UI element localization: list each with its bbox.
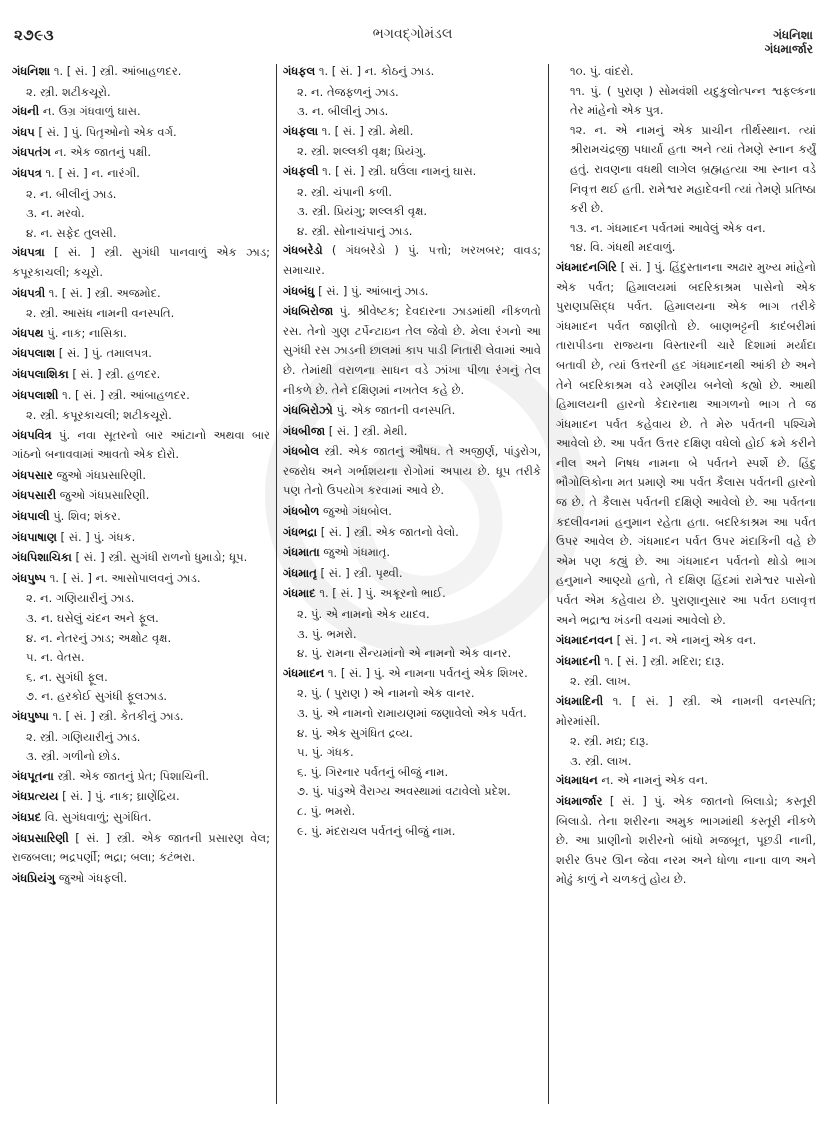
dictionary-entry bbox=[283, 302, 541, 400]
headword: ગંધપાલી bbox=[12, 509, 50, 524]
headword: ગંધપ્રસારિણી bbox=[12, 830, 69, 845]
headword: ગંધપતંગ bbox=[12, 145, 51, 160]
definition: પું. શિવ; શંકર. bbox=[53, 509, 121, 524]
sub-sense: ૨. સ્ત્રી. શટીકચૂરો. bbox=[26, 84, 111, 99]
dictionary-entry bbox=[283, 241, 541, 280]
dictionary-entry bbox=[12, 507, 270, 527]
sub-sense: ૨. ન. બીલીનું ઝાડ. bbox=[26, 186, 117, 201]
headword: ગંધની bbox=[12, 104, 40, 119]
dictionary-entry bbox=[556, 792, 816, 890]
sub-sense: ૩. સ્ત્રી. પ્રિયંગુ; શલ્લકી વૃક્ષ. bbox=[297, 204, 428, 219]
headword: ગંધમાદ bbox=[283, 586, 316, 601]
dictionary-entry bbox=[283, 442, 541, 501]
headword: ગંધપત્રી bbox=[12, 285, 46, 300]
guide-word-first: ગંધનિશા bbox=[773, 28, 813, 42]
sub-sense: ૩. સ્ત્રી. ગળીનો છોડ. bbox=[26, 749, 121, 764]
dictionary-entry bbox=[12, 143, 270, 163]
definition: ન. એ નામનું એક વન. bbox=[601, 773, 709, 788]
sub-sense: ૧૦. પું. વાંદરો. bbox=[570, 64, 634, 78]
dictionary-entry bbox=[556, 771, 816, 791]
headword: ગંધપસારી bbox=[12, 488, 57, 503]
dictionary-entry bbox=[12, 365, 270, 385]
dictionary-entry bbox=[283, 584, 541, 604]
headword: ગંધબંધુ bbox=[283, 283, 315, 298]
headword: ગંધપલાશ bbox=[12, 346, 56, 361]
headword: ગંધમાદની bbox=[556, 653, 601, 668]
headword: ગંધપત્રા bbox=[12, 245, 45, 260]
definition: ૧. [ સં. ] સ્ત્રી. આંબાહળદર. bbox=[62, 387, 190, 402]
dictionary-entry bbox=[12, 386, 270, 406]
definition: [ સં. ] સ્ત્રી. સુગંધી પાનવાળું એક ઝાડ; કપૂરકાચલી; કચૂરો. bbox=[12, 245, 271, 279]
sub-sense: ૩. ન. ઘસેલું ચંદન અને ફૂલ. bbox=[26, 611, 159, 626]
headword: ગંધમાર્જાર bbox=[556, 793, 603, 808]
headword: ગંધપસાર bbox=[12, 467, 53, 482]
definition: [ સં. ] સ્ત્રી. સુગંધી રાળનો ધુમાડો; ધૂપ. bbox=[75, 550, 248, 565]
definition: [ સં. ] સ્ત્રી. એક જાતની પ્રસારણ વેલ; રાજબલા; ભદ્રપર્ણી; ભદ્રા; બલા; કટંભરા. bbox=[12, 830, 271, 865]
headword: ગંધપાષાણ bbox=[12, 529, 57, 544]
sub-sense: ૩. પું. ભમરો. bbox=[297, 626, 357, 641]
sub-sense: ૪. પું. એક સુગંધિત દ્રવ્ય. bbox=[297, 725, 413, 740]
sub-sense: ૨. સ્ત્રી. કપૂરકાચલી; શટીકચૂરો. bbox=[26, 408, 172, 423]
dictionary-entry bbox=[283, 422, 541, 442]
dictionary-entry bbox=[556, 258, 816, 630]
headword: ગંધભદ્રા bbox=[283, 524, 318, 539]
dictionary-entry bbox=[283, 62, 541, 82]
headword: ગંધફલા bbox=[283, 123, 319, 138]
guide-word-last: ગંધમાર્જાર bbox=[764, 42, 813, 56]
sub-sense: ૩. સ્ત્રી. લાખ. bbox=[570, 753, 632, 768]
dictionary-entry bbox=[12, 324, 270, 344]
definition: ૧. [ સં. ] સ્ત્રી. એ નામની વનસ્પતિ; મોરમાંસી. bbox=[556, 694, 817, 728]
definition: જુઓ ગંધપ્રસારિણી. bbox=[59, 488, 150, 503]
definition: જુઓ ગંધપ્રસારિણી. bbox=[56, 467, 147, 482]
dictionary-entry bbox=[556, 692, 816, 731]
dictionary-entry bbox=[12, 466, 270, 486]
sub-sense: ૮. પું. ભમરો. bbox=[297, 803, 356, 818]
definition: [ સં. ] સ્ત્રી. હળદર. bbox=[72, 366, 161, 381]
definition: સ્ત્રી. એક જાતનું પ્રેત; પિશાચિની. bbox=[57, 768, 210, 783]
dictionary-entry bbox=[283, 523, 541, 543]
dictionary-entry bbox=[283, 122, 541, 142]
dictionary-entry bbox=[12, 243, 270, 282]
definition: ૧. [ સં. ] ન. આસોપાલવનું ઝાડ. bbox=[49, 570, 201, 585]
dictionary-entry bbox=[12, 62, 270, 82]
definition: [ સં. ] સ્ત્રી. એક જાતનો વેલો. bbox=[320, 524, 459, 539]
dictionary-entry bbox=[12, 426, 270, 465]
definition: પું. નાક; નાસિકા. bbox=[47, 325, 127, 340]
headword: ગંધમાદિની bbox=[556, 694, 604, 708]
dictionary-entry bbox=[12, 808, 270, 828]
sub-sense: ૪. ન. સફેદ તુલસી. bbox=[26, 225, 117, 240]
sub-sense: ૧૧. પું. ( પુરાણ ) સોમવંશી યદુકુલોત્પન્ન શ્વફલ્કના તેર માંહેનો એક પુત્ર. bbox=[570, 83, 816, 118]
running-title: ભગવદ્ગોમંડલ bbox=[372, 26, 453, 42]
definition: ( ગંધબરેડો ) પું. પત્તો; ખરખબર; વાવડ; સમાચાર. bbox=[283, 243, 542, 277]
page-header bbox=[0, 22, 825, 62]
dictionary-entry bbox=[12, 767, 270, 787]
headword: ગંધબોળ bbox=[283, 504, 320, 519]
sub-sense: ૩. ન. બીલીનું ઝાડ. bbox=[297, 104, 389, 119]
headword: ગંધફલ bbox=[283, 64, 316, 78]
dictionary-entry bbox=[283, 502, 541, 522]
headword: ગંધબરેડો bbox=[283, 243, 323, 258]
dictionary-entry bbox=[283, 282, 541, 302]
definition: ન. ઉગ્ર ગંધવાળું ઘાસ. bbox=[42, 104, 141, 119]
headword: ગંધપૂતના bbox=[12, 768, 54, 783]
definition: [ સં. ] સ્ત્રી. પૃથ્વી. bbox=[320, 565, 403, 580]
dictionary-entry bbox=[12, 569, 270, 589]
sub-sense: ૧૨. ન. એ નામનું એક પ્રાચીન તીર્થસ્થાન. ત્યાં શ્રીરામચંદ્રજી પધાર્યા હતા અને ત્યાં તેમણે સ્નાન કર્યું હતું. રાવણના વધથી લાગેલ બ્રહ્મહત્યા આ સ્નાન વડે નિવૃત્ત થઈ હતી. રામેશ્વર મહાદેવની ત્યાં તેમણે પ્રતિષ્ઠા કરી છે. bbox=[570, 122, 816, 216]
sub-sense: ૨. સ્ત્રી. મદ્ય; દારૂ. bbox=[570, 734, 649, 749]
headword: ગંધબીજા bbox=[283, 423, 326, 438]
sub-sense: ૨. સ્ત્રી. ચંપાની કળી. bbox=[297, 184, 393, 199]
column-middle bbox=[283, 62, 541, 1107]
headword: ગંધમાદનગિરિ bbox=[556, 259, 617, 274]
dictionary-entry bbox=[283, 564, 541, 584]
definition: પું. શ્રીવેષ્ટક; દેવદારના ઝાડમાંથી નીકળતો રસ. તેનો ગુણ ટર્પેન્ટાઇન તેલ જેવો છે. મેલા રંગનો આ સુગંધી રસ ઝાડની છાલમાં કાપ પાડી નિતારી લેવામાં આવે છે. તેમાંથી વરાળના સાધન વડે ઝાંખા પીળા રંગનું તેલ નીકળે છે. તેને દક્ષિણમાં નખતેલ કહે છે. bbox=[283, 304, 541, 397]
column-right bbox=[556, 62, 816, 1107]
sub-sense: ૫. ન. વેતસ. bbox=[26, 650, 85, 665]
sub-sense: ૪. ન. નેતરનું ઝાડ; અક્ષોટ વૃક્ષ. bbox=[26, 630, 172, 645]
headword: ગંધપિશાચિકા bbox=[12, 550, 72, 565]
headword: ગંધફલી bbox=[283, 163, 319, 178]
headword: ગંધપુષ્પ bbox=[12, 570, 47, 585]
sub-sense: ૨. સ્ત્રી. આસંધ નામની વનસ્પતિ. bbox=[26, 306, 175, 321]
sub-sense: ૭. ન. હરકોઈ સુગંધી ફૂલઝાડ. bbox=[26, 689, 168, 704]
definition: [ સં. ] સ્ત્રી. મેથી. bbox=[328, 423, 408, 438]
definition: સ્ત્રી. એક જાતનું ઔષધ. તે અજીર્ણ, પાંડુરોગ, રજરોધ અને ગર્ભાશયના રોગોમાં અપાય છે. ધૂપ તરીકે પણ તેનો ઉપયોગ કરવામાં આવે છે. bbox=[283, 444, 541, 498]
dictionary-entry bbox=[283, 162, 541, 182]
definition: [ સં. ] પું. એક જાતનો બિલાડો; કસ્તૂરી બિલાડો. તેના શરીરના અમુક ભાગમાંથી કસ્તૂરી નીકળે છે. આ પ્રાણીનો શરીરનો બાંધો મજબૂત, પૂછડી નાની, શરીર ઉપર ઊન જેવા નરમ અને ધોળા નાના વાળ અને મોઢું કાળું ને ચળકતું હોય છે. bbox=[556, 793, 817, 887]
dictionary-entry bbox=[283, 543, 541, 563]
sub-sense: ૨. ન. ગણિયારીનું ઝાડ. bbox=[26, 591, 135, 606]
dictionary-entry bbox=[12, 164, 270, 184]
sub-sense: ૨. સ્ત્રી. શલ્લકી વૃક્ષ; પ્રિયંગુ. bbox=[297, 144, 427, 159]
headword: ગંધબિરોજા bbox=[283, 304, 334, 319]
dictionary-entry bbox=[556, 652, 816, 672]
sub-sense: ૬. ન. સુગંધી ફૂલ. bbox=[26, 669, 108, 684]
definition: [ સં. ] પું. ગંધક. bbox=[60, 529, 136, 544]
dictionary-entry bbox=[12, 344, 270, 364]
definition: [ સં. ] પું. પિતૃઓનો એક વર્ગ. bbox=[38, 124, 177, 139]
headword: ગંધપલાશિકા bbox=[12, 366, 69, 381]
definition: જુઓ ગંધમાતૃ. bbox=[323, 545, 391, 560]
guide-words bbox=[765, 28, 813, 56]
column-left bbox=[12, 62, 270, 1107]
definition: [ સં. ] ન. એ નામનું એક વન. bbox=[616, 633, 757, 648]
headword: ગંધપ bbox=[12, 124, 35, 139]
sub-sense: ૨. સ્ત્રી. લાખ. bbox=[570, 674, 631, 689]
headword: ગંધપથ bbox=[12, 325, 44, 340]
sub-sense: ૨. સ્ત્રી. ગણિયારીનું ઝાડ. bbox=[26, 729, 141, 744]
definition: જુઓ ગંધબોલ. bbox=[323, 504, 392, 519]
headword: ગંધપત્ર bbox=[12, 165, 42, 180]
definition: ૧. [ સં. ] ન. નારંગી. bbox=[45, 165, 140, 180]
definition: ૧. [ સં. ] સ્ત્રી. મદિરા; દારૂ. bbox=[604, 653, 725, 668]
definition: ન. એક જાતનું પક્ષી. bbox=[54, 145, 152, 160]
dictionary-entry bbox=[12, 548, 270, 568]
headword: ગંધપલાશી bbox=[12, 387, 59, 402]
sub-sense: ૨. ન. તેજફળનું ઝાડ. bbox=[297, 84, 399, 99]
sub-sense: ૨. પું. ( પુરાણ ) એ નામનો એક વાનર. bbox=[297, 686, 475, 701]
sub-sense: ૨. પું. એ નામનો એક યાદવ. bbox=[297, 607, 430, 622]
headword: ગંધનિશા bbox=[12, 64, 51, 78]
dictionary-entry bbox=[283, 664, 541, 684]
headword: ગંધબોલ bbox=[283, 444, 320, 459]
page-number: ૨૭૯૩ bbox=[14, 26, 55, 44]
dictionary-entry bbox=[12, 528, 270, 548]
headword: ગંધપ્રિયંગુ bbox=[12, 870, 56, 885]
sub-sense: ૯. પું. મંદરાચલ પર્વતનું બીજું નામ. bbox=[297, 823, 456, 838]
definition: વિ. સુગંધવાળું; સુગંધિત. bbox=[44, 809, 152, 824]
dictionary-entry bbox=[556, 631, 816, 651]
headword: ગંધમાદનવન bbox=[556, 633, 613, 648]
definition: ૧. [ સં. ] ન. કોઠનું ઝાડ. bbox=[318, 64, 435, 78]
definition: ૧. [ સં. ] સ્ત્રી. મેથી. bbox=[321, 123, 414, 138]
sub-sense: ૭. પું. પાંડુએ વૈરાગ્ય અવસ્થામાં વટાવેલો પ્રદેશ. bbox=[297, 784, 511, 799]
sub-sense: ૪. પું. રામના સૈન્યમાંનો એ નામનો એક વાનર. bbox=[297, 646, 512, 661]
headword: ગંધપવિત્ર bbox=[12, 427, 52, 442]
sub-sense: ૩. ન. મરવો. bbox=[26, 206, 85, 221]
definition: ૧. [ સં. ] સ્ત્રી. આંબાહળદર. bbox=[53, 64, 182, 78]
dictionary-entry bbox=[12, 123, 270, 143]
headword: ગંધપ્રદ bbox=[12, 809, 42, 824]
dictionary-entry bbox=[12, 284, 270, 304]
definition: ૧. [ સં. ] સ્ત્રી. કેતકીનું ઝાડ. bbox=[52, 709, 184, 723]
dictionary-columns bbox=[0, 62, 825, 1107]
headword: ગંધબિરોઝો bbox=[283, 403, 333, 418]
headword: ગંધમાદન bbox=[283, 665, 325, 680]
sub-sense: ૪. સ્ત્રી. સોનાચંપાનું ઝાડ. bbox=[297, 223, 413, 238]
definition: ૧. [ સં. ] સ્ત્રી. ઘઉંલા નામનું ઘાસ. bbox=[322, 163, 477, 178]
dictionary-entry bbox=[12, 486, 270, 506]
headword: ગંધમાધન bbox=[556, 773, 598, 788]
dictionary-entry bbox=[12, 787, 270, 807]
dictionary-entry bbox=[12, 829, 270, 868]
dictionary-entry bbox=[12, 102, 270, 122]
definition: ૧. [ સં. ] પું. અક્રૂરનો ભાઈ. bbox=[319, 586, 446, 601]
definition: પું. એક જાતની વનસ્પતિ. bbox=[336, 403, 456, 418]
dictionary-entry bbox=[12, 707, 270, 727]
headword: ગંધમાતા bbox=[283, 545, 320, 560]
definition: [ સં. ] પું. હિંદુસ્તાનના અઢાર મુખ્ય માંહેનો એક પર્વત; હિમાલયમાં બદરિકાશ્રમ પાસેનો એક પુરાણપ્રસિદ્ધ પર્વત. હિમાલયના એક ભાગ તરીકે ગંધમાદન પર્વત જાણીતો છે. બાણભટ્ટની કાદંબરીમાં તારાપીડના રાજ્યના વિસ્તારની ચારે દિશામાં મર્યાદા બતાવી છે, ત્યાં ઉત્તરની હદ ગંધમાદનથી આંકી છે અને તેને બદરિકાશ્રમ વડે રમણીય બનેલો કહ્યો છે. આથી હિમાલયની હારનો કેદારનાથ આગળનો ભાગ તે જ ગંધમાદન પર્વત કહેવાય છે. તે મેરુ પર્વતની પશ્ચિમે આવેલો છે. આ પર્વત ઉત્તર દક્ષિણ વધેલો હોઈ ક્રમે કરીને નીલ અને નિષધ નામના બે પર્વતને સ્પર્શે છે. હિંદુ ભૌગોલિકોના મત પ્રમાણે આ પર્વત કૈલાસ પર્વતની હારનો જ છે. તે કૈલાસ પર્વતની દક્ષિણે આવેલો છે. આ પર્વતના કદલીવનમાં હનુમાન રહેતા હતા. બદરિકાશ્રમ આ પર્વત ઉપર આવેલ છે. ગંધમાદન પર્વત ઉપર મંદાકિની વહે છે એમ પણ કહ્યું છે. આ ગંધમાદન પર્વતનો થોડો ભાગ હનુમાને આણ્યો હતો, તે દક્ષિણ હિંદમાં રામેશ્વર પાસેનો પર્વત એમ કહેવાય છે. પુરાણાનુસાર આ પર્વત ઇલાવૃત્ત અને ભદ્રાશ્વ ખંડની વચમાં આવેલો છે. bbox=[556, 259, 816, 627]
definition: [ સં. ] પું. તમાલપત્ર. bbox=[58, 346, 152, 361]
definition: [ સં. ] પું. નાક; ઘ્રાણેંદ્રિય. bbox=[62, 789, 180, 804]
definition: પું. નવા સૂતરનો બાર આંટાનો અથવા બાર ગાંઠનો બનાવવામાં આવતો એક દોરો. bbox=[12, 427, 270, 462]
definition: ૧. [ સં. ] સ્ત્રી. અજમોદ. bbox=[48, 285, 161, 300]
headword: ગંધપ્રત્યય bbox=[12, 789, 59, 804]
definition: ૧. [ સં. ] પું. એ નામના પર્વતનું એક શિખર. bbox=[327, 665, 528, 680]
sub-sense: ૧૪. વિ. ગંધથી મદવાળું. bbox=[570, 240, 676, 255]
headword: ગંધમાતૃ bbox=[283, 565, 317, 580]
dictionary-entry bbox=[283, 401, 541, 421]
sub-sense: ૧૩. ન. ગંધમાદન પર્વતમાં આવેલું એક વન. bbox=[570, 220, 766, 235]
definition: [ સં. ] પું. આંબાનું ઝાડ. bbox=[318, 283, 429, 298]
headword: ગંધપુષ્પા bbox=[12, 709, 49, 723]
sub-sense: ૩. પું. એ નામનો રામાયણમાં જણાવેલો એક પર્વત. bbox=[297, 706, 527, 720]
definition: જુઓ ગંધફલી. bbox=[58, 870, 128, 885]
dictionary-entry bbox=[12, 869, 270, 889]
sub-sense: ૬. પું. ગિરનાર પર્વતનું બીજું નામ. bbox=[297, 764, 449, 779]
sub-sense: ૫. પું. ગંધક. bbox=[297, 745, 354, 760]
